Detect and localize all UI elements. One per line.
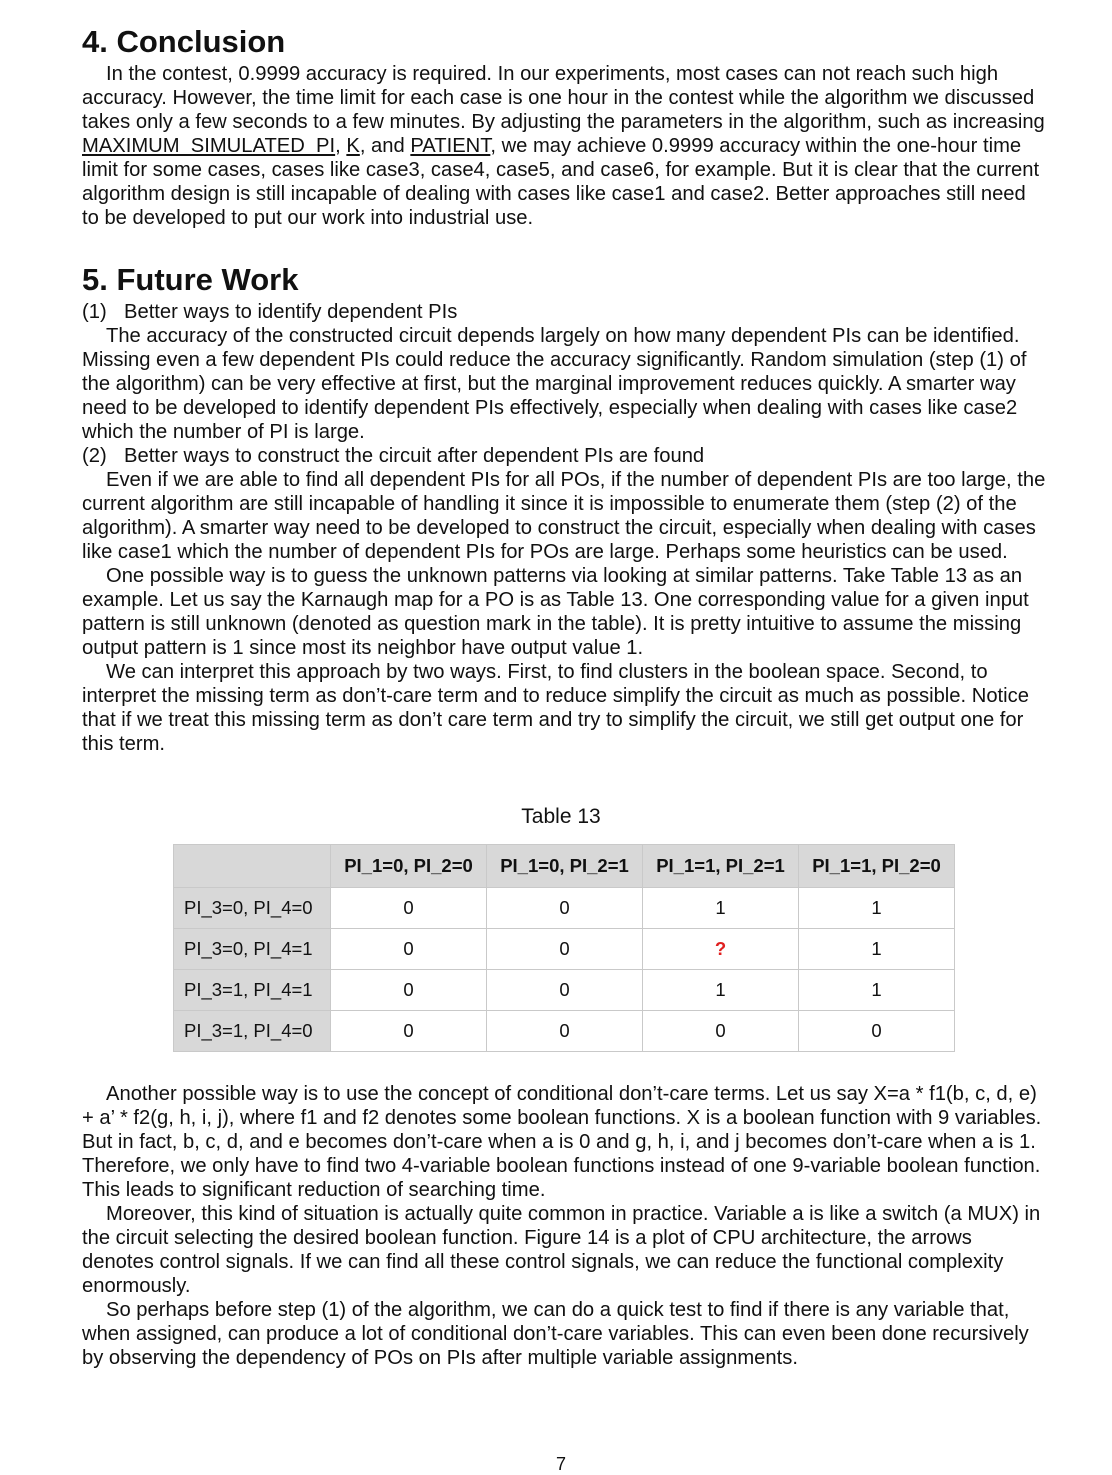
table-cell: 0 [487, 1011, 643, 1052]
column-header: PI_1=0, PI_2=1 [487, 845, 643, 888]
table-cell: 0 [643, 1011, 799, 1052]
table-cell: 1 [799, 970, 955, 1011]
table-caption: Table 13 [521, 805, 601, 828]
conclusion-paragraph: In the contest, 0.9999 accuracy is required. In our experiments, most cases can not reach such high accuracy. However, the time limit for each case is one hour in the contest while the algorithm we discussed takes only a few seconds to a few minutes. By adjusting the parameters in the algorithm, such as increasing MAXIMUM_SIMULATED_PI, K, and PATIENT, we may achieve 0.9999 accuracy within the one-hour time limit for some cases, cases like case3, case4, case5, and case6, for example. But it is clear that the current algorithm design is still incapable of dealing with cases like case1 and case2. Better approaches still need to be developed to put our work into industrial use. [82, 63, 1045, 229]
row-header: PI_3=0, PI_4=1 [174, 929, 331, 970]
table-cell: 0 [331, 929, 487, 970]
row-header: PI_3=1, PI_4=1 [174, 970, 331, 1011]
future-paragraph-6: Moreover, this kind of situation is actually quite common in practice. Variable a is like a switch (a MUX) in the circuit selecting the desired boolean function. Figure 14 is a plot of CPU architecture, the arrows denotes control signals. If we can find all these control signals, we can reduce the functional complexity enormously. [82, 1203, 1041, 1297]
param-maximum-simulated-pi: MAXIMUM_SIMULATED_PI [82, 135, 336, 157]
table-corner-cell [174, 845, 331, 888]
page-content [82, 22, 1048, 1370]
table-cell: 1 [799, 929, 955, 970]
table-cell: 0 [487, 888, 643, 929]
table-cell: 0 [799, 1011, 955, 1052]
table-cell: 0 [487, 929, 643, 970]
table-cell: 0 [331, 970, 487, 1011]
table-cell: 1 [643, 970, 799, 1011]
table-row [174, 888, 955, 929]
table-row [174, 970, 955, 1011]
future-item-1-title: (1) Better ways to identify dependent PIs [82, 301, 458, 323]
table-row [174, 929, 955, 970]
future-paragraph-3: One possible way is to guess the unknown patterns via looking at similar patterns. Take Table 13 as an example. Let us say the Karnaugh map for a PO is as Table 13. One corresponding value for a given input pattern is still unknown (denoted as question mark in the table). It is pretty intuitive to assume the missing output pattern is 1 since most its neighbor have output value 1. [82, 565, 1029, 659]
table-cell: 0 [331, 1011, 487, 1052]
param-patient: PATIENT [410, 135, 491, 157]
future-paragraph-7: So perhaps before step (1) of the algorithm, we can do a quick test to find if there is any variable that, when assigned, can produce a lot of conditional don’t-care variables. This can even been done recursively by observing the dependency of POs on PIs after multiple variable assignments. [82, 1299, 1029, 1369]
table-header-row [174, 845, 955, 888]
future-item-2-title: (2) Better ways to construct the circuit after dependent PIs are found [82, 445, 705, 467]
future-paragraph-4: We can interpret this approach by two ways. First, to find clusters in the boolean space. Second, to interpret the missing term as don’t-care term and to reduce simplify the circuit as much as possible. Notice that if we treat this missing term as don’t care term and try to simplify the circuit, we still get output one for this term. [82, 661, 1029, 755]
future-work-heading: 5. Future Work [82, 262, 299, 297]
row-header: PI_3=1, PI_4=0 [174, 1011, 331, 1052]
row-header: PI_3=0, PI_4=0 [174, 888, 331, 929]
conclusion-heading: 4. Conclusion [82, 24, 286, 59]
column-header: PI_1=1, PI_2=1 [643, 845, 799, 888]
karnaugh-map-table [173, 844, 955, 1052]
table-row [174, 1011, 955, 1052]
future-paragraph-5: Another possible way is to use the concept of conditional don’t-care terms. Let us say X=a * f1(b, c, d, e) + a’ * f2(g, h, i, j), where f1 and f2 denotes some boolean functions. X is a boolean function with 9 variables. But in fact, b, c, d, and e becomes don’t-care when a is 0 and g, h, i, and j becomes don’t-care when a is 1. Therefore, we only have to find two 4-variable boolean functions instead of one 9-variable boolean function. This leads to significant reduction of searching time. [82, 1083, 1042, 1201]
column-header: PI_1=1, PI_2=0 [799, 845, 955, 888]
page-number: 7 [556, 1454, 567, 1474]
table-cell: 1 [643, 888, 799, 929]
table-cell: 1 [799, 888, 955, 929]
param-k: K [346, 135, 360, 157]
unknown-value-cell: ? [643, 929, 799, 970]
table-cell: 0 [331, 888, 487, 929]
table-cell: 0 [487, 970, 643, 1011]
column-header: PI_1=0, PI_2=0 [331, 845, 487, 888]
future-item-2-text: Even if we are able to find all dependent PIs for all POs, if the number of dependent PIs are too large, the current algorithm are still incapable of handling it since it is impossible to enumerate them (step (2) of the algorithm). A smarter way need to be developed to construct the circuit, especially when dealing with cases like case1 which the number of dependent PIs for POs are large. Perhaps some heuristics can be used. [82, 469, 1046, 563]
future-item-1-text: The accuracy of the constructed circuit depends largely on how many dependent PIs can be identified. Missing even a few dependent PIs could reduce the accuracy significantly. Random simulation (step (1) of the algorithm) can be very effective at first, but the marginal improvement reduces quickly. A smarter way need to be developed to identify dependent PIs effectively, especially when dealing with cases like case2 which the number of PI is large. [82, 325, 1027, 443]
